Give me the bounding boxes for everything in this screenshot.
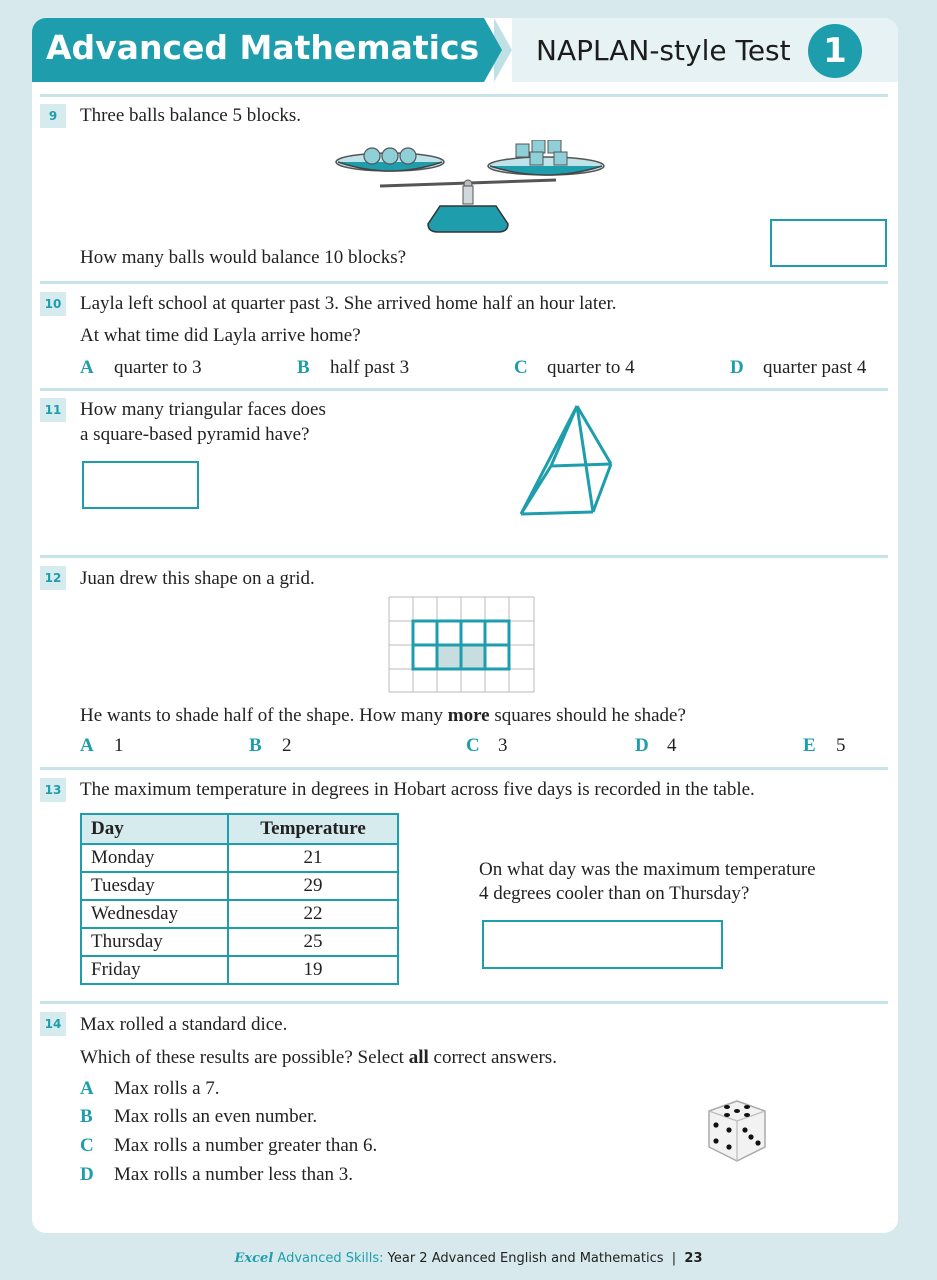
ball-icon: [400, 148, 416, 164]
option-letter: B: [80, 1106, 93, 1127]
question-text-line2: a square-based pyramid have?: [80, 424, 310, 445]
question-prompt: [80, 705, 686, 727]
option-text: Max rolls an even number.: [114, 1106, 318, 1127]
footer-book-title: Year 2 Advanced English and Mathematics: [383, 1251, 664, 1266]
temperature-table: [80, 813, 399, 985]
question-text: Juan drew this shape on a grid.: [80, 568, 315, 589]
option-text: Max rolls a number less than 3.: [114, 1164, 354, 1185]
option-letter: B: [297, 357, 310, 378]
test-name: NAPLAN-style Test: [536, 34, 791, 67]
balance-scale-illustration: [330, 140, 610, 240]
table-row: [81, 956, 398, 984]
question-text: Max rolled a standard dice.: [80, 1014, 288, 1035]
section-divider: [40, 281, 888, 284]
question-number: 13: [40, 778, 66, 802]
option-text: Max rolls a number greater than 6.: [114, 1135, 378, 1156]
section-divider: [40, 555, 888, 558]
section-divider: [40, 94, 888, 97]
option-text: 4: [667, 735, 677, 756]
option-letter: D: [635, 735, 649, 756]
question-prompt-line2: 4 degrees cooler than on Thursday?: [479, 883, 750, 904]
option-text: quarter past 4: [763, 357, 867, 378]
table-row: [81, 928, 398, 956]
question-prompt: How many balls would balance 10 blocks?: [80, 247, 407, 268]
prompt-text: Which of these results are possible? Select: [80, 1047, 409, 1068]
test-number-badge: 1: [808, 24, 862, 78]
section-divider: [40, 767, 888, 770]
day-cell: Wednesday: [81, 900, 228, 928]
table-header-row: [81, 814, 398, 844]
question-prompt-line1: On what day was the maximum temperature: [479, 859, 816, 880]
option-letter: B: [249, 735, 262, 756]
question-text-line1: How many triangular faces does: [80, 399, 326, 420]
section-divider: [40, 1001, 888, 1004]
question-text: Layla left school at quarter past 3. She arrived home half an hour later.: [80, 293, 617, 314]
option-letter: E: [803, 735, 816, 756]
question-number: 14: [40, 1012, 66, 1036]
ball-icon: [364, 148, 380, 164]
prompt-text: correct answers.: [428, 1047, 557, 1068]
column-header-temperature: Temperature: [228, 814, 398, 844]
answer-box-q11[interactable]: [82, 461, 199, 509]
page-title: Advanced Mathematics: [46, 28, 480, 67]
option-text: quarter to 4: [547, 357, 635, 378]
day-cell: Tuesday: [81, 872, 228, 900]
answer-box-q13[interactable]: [482, 920, 723, 969]
table-row: [81, 900, 398, 928]
question-text: Three balls balance 5 blocks.: [80, 105, 302, 126]
option-text: 2: [282, 735, 292, 756]
day-cell: Friday: [81, 956, 228, 984]
option-letter: A: [80, 1078, 94, 1099]
block-icon: [516, 144, 529, 157]
prompt-emphasis: all: [408, 1047, 429, 1068]
question-text: The maximum temperature in degrees in Hobart across five days is recorded in the table.: [80, 779, 755, 800]
question-number: 10: [40, 292, 66, 316]
option-text: 5: [836, 735, 846, 756]
shaded-square: [437, 645, 461, 669]
option-letter: D: [80, 1164, 94, 1185]
question-number: 9: [40, 104, 66, 128]
day-cell: Monday: [81, 844, 228, 872]
table-row: [81, 872, 398, 900]
footer-brand: Excel: [234, 1251, 274, 1266]
block-icon: [530, 152, 543, 165]
prompt-text: He wants to shade half of the shape. How many: [80, 705, 448, 726]
option-text: quarter to 3: [114, 357, 202, 378]
dice-icon: [703, 1097, 769, 1165]
option-text: Max rolls a 7.: [114, 1078, 220, 1099]
header-chevron: [484, 18, 502, 82]
footer-separator: |: [671, 1251, 677, 1266]
option-letter: C: [80, 1135, 94, 1156]
shaded-square: [461, 645, 485, 669]
table-row: [81, 844, 398, 872]
temperature-cell: 22: [228, 900, 398, 928]
option-text: half past 3: [330, 357, 410, 378]
column-header-day: Day: [81, 814, 228, 844]
temperature-cell: 25: [228, 928, 398, 956]
question-prompt: [80, 1047, 557, 1069]
option-text: 3: [498, 735, 508, 756]
grid-shape-diagram: [388, 596, 536, 694]
temperature-cell: 21: [228, 844, 398, 872]
page-footer: [0, 1251, 937, 1266]
square-pyramid-illustration: [515, 402, 619, 518]
question-number: 12: [40, 566, 66, 590]
block-icon: [554, 152, 567, 165]
option-letter: A: [80, 357, 94, 378]
temperature-cell: 29: [228, 872, 398, 900]
question-prompt: At what time did Layla arrive home?: [80, 325, 361, 346]
ball-icon: [382, 148, 398, 164]
section-divider: [40, 388, 888, 391]
question-number: 11: [40, 398, 66, 422]
option-letter: C: [514, 357, 528, 378]
prompt-text: squares should he shade?: [489, 705, 686, 726]
footer-series: Advanced Skills:: [273, 1251, 384, 1266]
temperature-cell: 19: [228, 956, 398, 984]
prompt-emphasis: more: [447, 705, 490, 726]
option-letter: C: [466, 735, 480, 756]
block-icon: [548, 140, 561, 153]
day-cell: Thursday: [81, 928, 228, 956]
page-number: 23: [684, 1251, 703, 1266]
answer-box-q9[interactable]: [770, 219, 887, 267]
option-text: 1: [114, 735, 124, 756]
option-letter: A: [80, 735, 94, 756]
block-icon: [532, 140, 545, 153]
option-letter: D: [730, 357, 744, 378]
